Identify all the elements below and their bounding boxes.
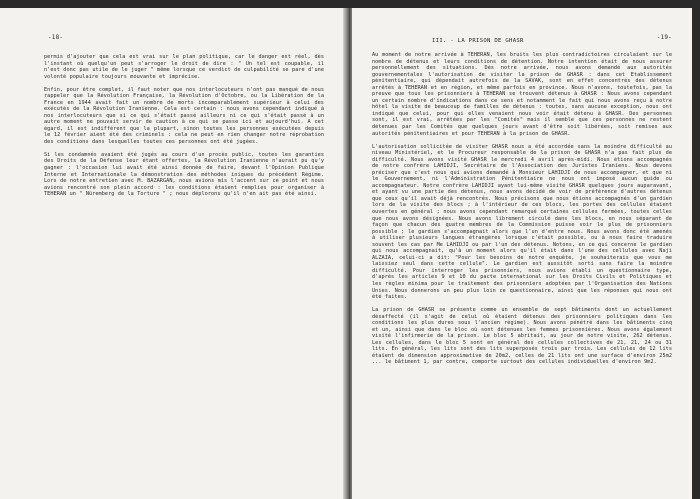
right-text-column — [372, 52, 672, 372]
paragraph: Si les condamnés avaient été jugés au cours d'un procès public, toutes les garanties des Droits de la Défense leur étant offertes, la Révolution Iranienne n'aurait pu qu'y gagner : l'occasion lui avait été ainsi donnée de faire, devant l'Opinion Publique Interne et Internationale la démonstration des méthodes iniques du précédent Régime. Lors de notre entretien avec M. BAZARGAN, nous avions mis l'accent sur ce point et nous avions rencontré son plein accord : les conditions étaient remplies pour organiser à TEHERAN un " Nüremberg de la Torture " ; nous déplorons qu'il n'en ait pas été ainsi. — [44, 151, 324, 198]
paragraph: L'autorisation sollicitée de visiter GHASR nous a été accordée sans la moindre difficulté au niveau Ministériel, et le Procureur responsable de la prison de GHASR n'a pas fait plus de difficulté. Nous avons visité GHASR le mercredi 4 avril après-midi. Nous étions accompagnés de notre confrère LAHIDJI, Secrétaire de l'Association des Juristes Iraniens. Nous devons préciser que c'est nous qui avions demandé à Monsieur LAHIDJI de nous accompagner, et que ni le Gouvernement, ni l'Administration Pénitentiaire ne nous ont imposé aucun guide ou accompagnateur. Notre confrère LAHIDJI ayant lui-même visité GHASR quelques jours auparavant, et ayant vu une partie des détenus, nous avons décidé de voir de préférence d'autres détenus que ceux qu'il avait déjà rencontrés. Nous précisons que nous étions accompagnés d'un gardien lors de la visite des blocs ; à l'intérieur de ces blocs, les portes des cellules étaient ouvertes en général ; nous avons cependant remarqué certaines cellules fermées, toutes celles que nous avons désignées. Nous avons librement circulé dans les blocs, en nous séparant de façon que chacun des quatre membres de la Commission puisse voir le plus de prisonniers possible ; le gardien s'accompagnait alors que l'un d'entre nous. Nous avons donc été amenés à utiliser plusieurs langues étrangères lorsque c'était possible, ou à nous faire traduire souvent les cas par Me LAHIDJI ou par l'un des détenus. Notons, en ce qui concerne le gardien qui nous accompagnait, qu'à un moment alors qu'il était dans l'une des cellules avec Naji ALZAIA, celui-ci a dit: "Pour les besoins de notre enquête, je souhaiterais que vous me laissiez seul dans cette cellule". Le gardien est aussitôt sorti sans faire la moindre difficulté. Pour interroger les prisonniers, nous avions établi un questionnaire type, d'après les articles 9 et 10 du pacte international sur les Droits Civils et Politiques et les règles minima pour le traitement des prisonniers adoptées par l'Organisation des Nations Unies. Nous donnerons un peu plus loin ce questionnaire, ainsi que les réponses qui nous ont été faites. — [372, 143, 672, 301]
chapter-heading: III. - LA PRISON DE GHASR — [432, 38, 524, 44]
paragraph: La prison de GHASR se présente comme un ensemble de sept bâtiments dont un actuellement désaffecté (il s'agit de celui où étaient détenus des prisonniers politiques dans les conditions les plus dures sous l'ancien régime). Nous avons pénétré dans les bâtiments cinq et un, ainsi que dans le bloc où sont détenues les femmes prisonnières. Nous avons également visité l'infirmerie de la prison. Le bloc 5 abritait, au jour de notre visite, 262 détenus. Les cellules, dans le bloc 5 sont en général des cellules collectives de 21, 21, 24 ou 31 lits. En général, les lits sont des lits superposés trois par trois. Les cellules de 12 lits étaient de dimension approximative de 20m2, celles de 21 lits ont une surface d'environ 25m2 ... le bâtiment 1, par contre, comporte surtout des cellules individuelles d'environ 9m2. — [372, 307, 672, 366]
page-number-left: -18- — [48, 34, 64, 41]
paragraph: Au moment de notre arrivée à TEHERAN, les bruits les plus contradictoires circulaient sur le nombre de détenus et leurs conditions de détention. Notre intention était de nous assurer personnellement des situations. Dès notre arrivée, nous avons demandé aux autorités gouvernementales l'autorisation de visiter la prison de GHASR : dans cet Etablissement pénitentiaire, qui dépendait autrefois de la SAVAK, sont en effet concentrés des détenus arrêtés à TEHERAN et en région, et même parfois en province. Nous n'avons, toutefois, pas la preuve que tous les prisonniers à TEHERAN se trouvent détenus à GHASR : Nous avons cependant un certain nombre d'indications dans ce sens et notamment le fait qui nous avons reçu à notre hôtel la visite de beaucoup de familles de détenus : toutes, sans aucune exception, nous ont indiqué que celui, pour qui elles venaient nous voir était détenu à GHASR. Des personnes sont, il est vrai, arrêtées par les "Comités" mais il semble que ces personnes ne restent détenues par les Comités que quelques jours avant d'être soit libérées, soit remises aux autorités pénitentiaires et pour TEHERAN à la prison de GHASR. — [372, 52, 672, 137]
paragraph: permis d'ajouter que cela est vrai sur le plan politique, car le danger est réel, dès l'instant où quelqu'un peut s'arroger le droit de dire : " Un tel est coupable, il n'est donc pas utile de le juger " même lorsque ce verdict de culpabilité se pare d'une volonté populaire toujours mouvante et imprécise. — [44, 54, 324, 80]
page-number-right: -19- — [656, 34, 672, 41]
right-page — [352, 8, 692, 499]
left-page — [0, 8, 345, 499]
left-text-column — [44, 54, 324, 204]
paragraph: Enfin, pour être complet, il faut noter que nos interlocuteurs n'ont pas manqué de nous rappeler que la Révolution Française, la Révolution d'Octobre, ou la Libération de la France en 1944 avait fait un nombre de morts incomparablement supérieur à celui des exécutés de la Révolution Iranienne. Cela est certain : nous avons cependant indiqué à nos interlocuteurs que si ce qui s'était passé ailleurs ni ce qui s'était passé à un autre moment ne pouvait servir de caution à ce qui se passe ici et aujourd'hui. A cet égard, il est indifférent que la plupart, sinon toutes les personnes exécutées depuis le 12 février aient été des criminels : cela ne peut en rien changer notre réprobation des conditions dans lesquelles toutes ces personnes ont été jugées. — [44, 86, 324, 145]
